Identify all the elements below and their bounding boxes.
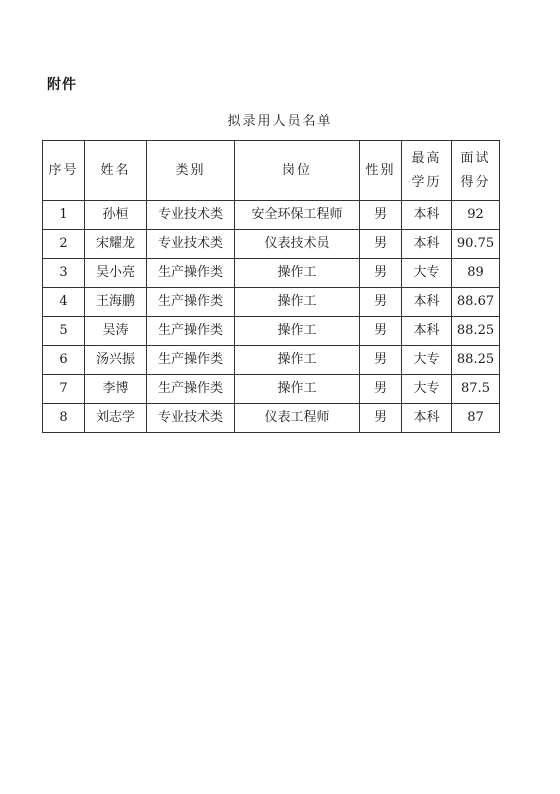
cell-education: 本科 xyxy=(402,230,452,259)
table-header-row xyxy=(43,141,500,201)
header-score xyxy=(452,141,500,201)
cell-score: 88.25 xyxy=(452,317,500,346)
table-row xyxy=(43,317,500,346)
cell-education: 大专 xyxy=(402,375,452,404)
cell-education: 本科 xyxy=(402,317,452,346)
cell-position: 仪表技术员 xyxy=(235,230,360,259)
cell-name: 宋耀龙 xyxy=(85,230,147,259)
cell-sex: 男 xyxy=(360,375,402,404)
cell-education: 大专 xyxy=(402,346,452,375)
cell-no: 6 xyxy=(43,346,85,375)
cell-score: 87.5 xyxy=(452,375,500,404)
header-education-line1: 最高 xyxy=(411,150,442,166)
cell-education: 本科 xyxy=(402,201,452,230)
cell-score: 92 xyxy=(452,201,500,230)
cell-category: 专业技术类 xyxy=(147,230,235,259)
header-name: 姓名 xyxy=(85,141,147,201)
cell-score: 88.67 xyxy=(452,288,500,317)
cell-category: 专业技术类 xyxy=(147,201,235,230)
table-row xyxy=(43,288,500,317)
cell-no: 1 xyxy=(43,201,85,230)
table-row xyxy=(43,375,500,404)
cell-name: 王海鹏 xyxy=(85,288,147,317)
cell-category: 生产操作类 xyxy=(147,288,235,317)
cell-position: 操作工 xyxy=(235,288,360,317)
header-sex: 性别 xyxy=(360,141,402,201)
header-no: 序号 xyxy=(43,141,85,201)
header-education xyxy=(402,141,452,201)
cell-category: 生产操作类 xyxy=(147,259,235,288)
cell-score: 89 xyxy=(452,259,500,288)
cell-position: 操作工 xyxy=(235,317,360,346)
header-education-line2: 学历 xyxy=(411,174,442,190)
candidate-table xyxy=(42,140,500,433)
cell-name: 汤兴振 xyxy=(85,346,147,375)
attachment-label: 附件 xyxy=(47,77,77,93)
cell-category: 生产操作类 xyxy=(147,317,235,346)
cell-name: 孙桓 xyxy=(85,201,147,230)
cell-category: 专业技术类 xyxy=(147,404,235,433)
cell-sex: 男 xyxy=(360,230,402,259)
cell-name: 吴涛 xyxy=(85,317,147,346)
table-row xyxy=(43,230,500,259)
cell-position: 仪表工程师 xyxy=(235,404,360,433)
document-title: 拟录用人员名单 xyxy=(227,114,333,129)
cell-sex: 男 xyxy=(360,404,402,433)
cell-no: 3 xyxy=(43,259,85,288)
cell-sex: 男 xyxy=(360,259,402,288)
cell-category: 生产操作类 xyxy=(147,375,235,404)
cell-no: 2 xyxy=(43,230,85,259)
cell-education: 大专 xyxy=(402,259,452,288)
cell-name: 李博 xyxy=(85,375,147,404)
cell-position: 安全环保工程师 xyxy=(235,201,360,230)
cell-name: 吴小亮 xyxy=(85,259,147,288)
header-position: 岗位 xyxy=(235,141,360,201)
cell-category: 生产操作类 xyxy=(147,346,235,375)
cell-sex: 男 xyxy=(360,288,402,317)
cell-no: 7 xyxy=(43,375,85,404)
cell-education: 本科 xyxy=(402,404,452,433)
table-row xyxy=(43,346,500,375)
cell-score: 87 xyxy=(452,404,500,433)
cell-position: 操作工 xyxy=(235,259,360,288)
cell-name: 刘志学 xyxy=(85,404,147,433)
cell-score: 90.75 xyxy=(452,230,500,259)
cell-sex: 男 xyxy=(360,201,402,230)
cell-sex: 男 xyxy=(360,317,402,346)
cell-sex: 男 xyxy=(360,346,402,375)
cell-education: 本科 xyxy=(402,288,452,317)
cell-position: 操作工 xyxy=(235,375,360,404)
table-row xyxy=(43,404,500,433)
header-category: 类别 xyxy=(147,141,235,201)
cell-score: 88.25 xyxy=(452,346,500,375)
cell-no: 8 xyxy=(43,404,85,433)
table-row xyxy=(43,201,500,230)
header-score-line2: 得分 xyxy=(460,174,491,190)
cell-no: 4 xyxy=(43,288,85,317)
cell-position: 操作工 xyxy=(235,346,360,375)
table-row xyxy=(43,259,500,288)
cell-no: 5 xyxy=(43,317,85,346)
header-score-line1: 面试 xyxy=(460,150,491,166)
